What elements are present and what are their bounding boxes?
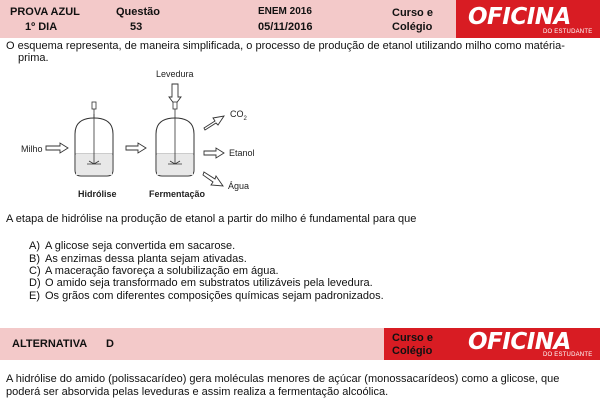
option-text: A glicose seja convertida em sacarose. [45,240,236,252]
answer-bar [0,328,600,360]
colegio-label: Colégio [392,21,433,33]
resolution-line-1: A hidrólise do amido (polissacarídeo) gera moléculas menores de açúcar (monossacarídeos) como a glicose, que [6,373,560,385]
answer-letter: D [106,338,114,350]
option-letter: D) [29,277,41,289]
option-text: A maceração favoreça a solubilização em água. [45,265,279,277]
exam-date: 05/11/2016 [258,21,313,33]
etanol-arrow [204,148,224,158]
header-info-panel [0,0,456,38]
etanol-label: Etanol [229,148,255,158]
statement-line-2: prima. [18,52,49,64]
option-e[interactable] [29,290,384,302]
curso-label: Curso e [392,7,433,19]
resolution-line-2: poderá ser absorvida pelas leveduras e assim realiza a fermentação alcoólica. [6,386,389,398]
header-bar [0,0,600,38]
hidrolise-label: Hidrólise [78,189,117,199]
alternativa-label: ALTERNATIVA [12,338,88,350]
oficina-logo-subtitle: DO ESTUDANTE [543,29,593,35]
co2-label: $CO_2$ [230,109,247,122]
oficina-logo-subtitle: DO ESTUDANTE [543,352,593,358]
option-text: O amido seja transformado em substratos utilizáveis pela levedura. [45,277,373,289]
fermentacao-label: Fermentação [149,189,206,199]
answer-panel [0,328,384,360]
option-letter: A) [29,240,40,252]
milho-label: Milho [21,144,43,154]
agua-label: Água [228,181,250,191]
option-letter: E) [29,290,40,302]
oficina-logo: OFICINA [468,4,571,30]
option-b[interactable] [29,253,247,265]
hidrolise-vessel [75,102,113,176]
oficina-logo: OFICINA [468,329,571,355]
agua-arrow [203,172,223,186]
option-text: Os grãos com diferentes composições químicas sejam padronizados. [45,290,384,302]
questao-number: 53 [130,21,143,33]
option-letter: B) [29,253,40,265]
statement-line-1: O esquema representa, de maneira simplificada, o processo de produção de etanol utilizando milho como matéria- [6,40,565,52]
option-d[interactable] [29,277,373,289]
prova-label: PROVA AZUL [10,6,80,18]
dia-label: 1º DIA [25,21,58,33]
curso-label: Curso e [392,332,433,344]
ethanol-process-diagram [8,62,268,202]
milho-arrow [46,143,68,153]
question-text: A etapa de hidrólise na produção de etanol a partir do milho é fundamental para que [6,213,417,225]
questao-label: Questão [116,6,161,18]
transfer-arrow [126,143,146,153]
colegio-label: Colégio [392,345,433,357]
option-text: As enzimas dessa planta sejam ativadas. [45,253,247,265]
option-c[interactable] [29,265,279,277]
exam-label: ENEM 2016 [258,6,312,17]
fermentacao-vessel [156,102,194,176]
co2-arrow [204,116,224,130]
levedura-label: Levedura [156,69,194,79]
option-a[interactable] [29,240,235,252]
option-letter: C) [29,265,41,277]
